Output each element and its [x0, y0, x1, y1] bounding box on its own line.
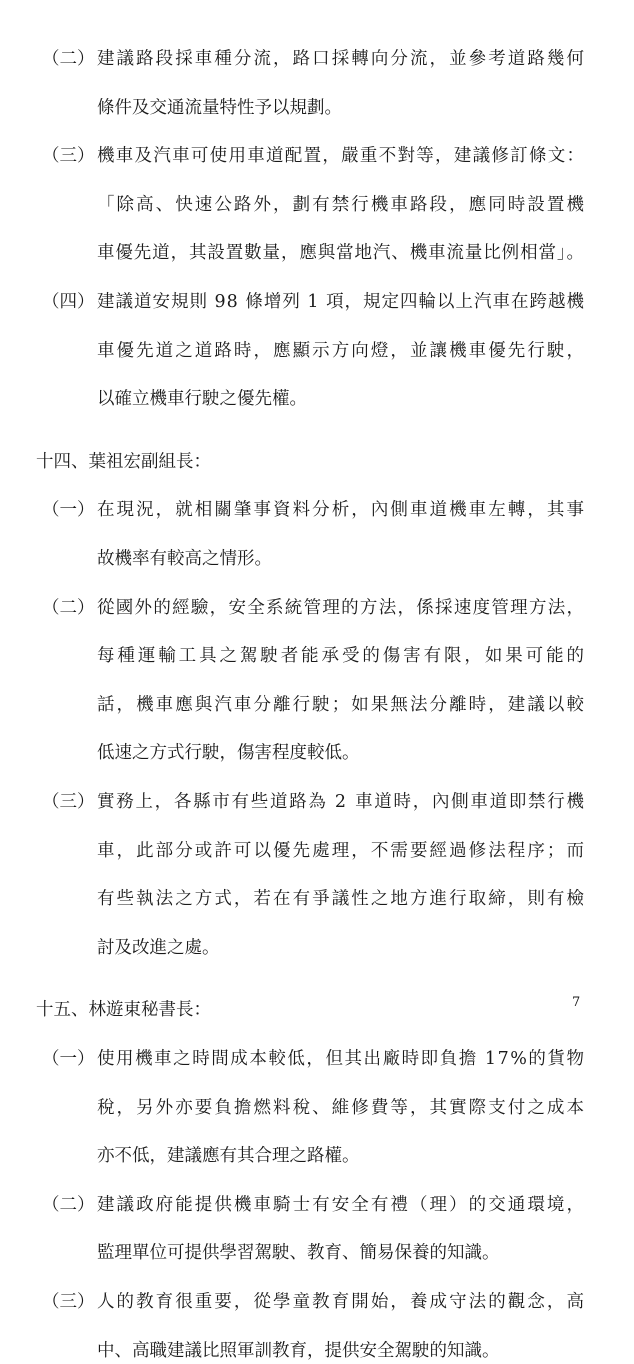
text-line — [0, 740, 634, 766]
text-line — [0, 789, 634, 815]
text-line — [0, 46, 634, 72]
text-line — [0, 289, 634, 315]
text-line — [0, 192, 634, 218]
text-line — [0, 240, 634, 266]
text-line — [0, 95, 634, 121]
item-text: 低速之方式行駛，傷害程度較低。 — [97, 743, 360, 764]
item-text: 稅，另外亦要負擔燃料稅、維修費等，其實際支付之成本 — [97, 1097, 587, 1118]
text-line — [0, 546, 634, 572]
item-text: 條件及交通流量特性予以規劃。 — [97, 97, 342, 118]
item-text: 建議路段採車種分流，路口採轉向分流，並參考道路幾何 — [97, 49, 587, 69]
text-line — [0, 838, 634, 864]
item-text: 「除高、快速公路外，劃有禁行機車路段，應同時設置機 — [97, 194, 587, 215]
item-marker: （四） — [42, 292, 95, 312]
item-text: 亦不低，建議應有其合理之路權。 — [97, 1146, 360, 1167]
item-text: 建議道安規則 98 條增列 1 項，規定四輪以上汽車在跨越機 — [97, 292, 585, 312]
item-marker: （三） — [42, 146, 95, 167]
text-line — [0, 1095, 634, 1121]
text-line — [0, 497, 634, 523]
item-text: 監理單位可提供學習駕駛、教育、簡易保養的知識。 — [97, 1243, 500, 1264]
item-text: 在現況，就相關肇事資料分析，內側車道機車左轉，其事 — [97, 500, 587, 521]
item-marker: （一） — [42, 500, 95, 521]
item-text: 使用機車之時間成本較低，但其出廠時即負擔 17%的貨物 — [97, 1049, 586, 1069]
item-text: 車優先道之道路時，應顯示方向燈，並讓機車優先行駛， — [97, 340, 587, 361]
item-text: 以確立機車行駛之優先權。 — [97, 389, 307, 410]
text-line — [0, 143, 634, 169]
item-marker: （二） — [42, 1194, 95, 1215]
section-heading: 十五、林遊東秘書長： — [36, 1000, 211, 1021]
item-text: 車優先道，其設置數量，應與當地汽、機車流量比例相當」。 — [97, 243, 585, 264]
item-text: 車，此部分或許可以優先處理，不需要經過修法程序；而 — [97, 840, 587, 861]
item-text: 討及改進之處。 — [97, 937, 220, 958]
text-line — [0, 886, 634, 912]
item-marker: （二） — [42, 597, 95, 618]
text-line — [0, 386, 634, 412]
item-text: 中、高職建議比照軍訓教育，提供安全駕駛的知識。 — [97, 1340, 500, 1361]
section-heading: 十四、葉祖宏副組長： — [36, 451, 211, 472]
text-line — [0, 595, 634, 621]
text-line — [0, 935, 634, 961]
text-line — [0, 1338, 634, 1364]
item-marker: （三） — [42, 792, 95, 812]
text-line — [0, 1143, 634, 1169]
section-heading-row — [0, 449, 634, 475]
item-text: 機車及汽車可使用車道配置，嚴重不對等，建議修訂條文： — [97, 146, 586, 167]
text-line — [0, 1240, 634, 1266]
item-marker: （一） — [42, 1049, 95, 1069]
item-text: 從國外的經驗，安全系統管理的方法，係採速度管理方法， — [97, 597, 586, 618]
item-text: 建議政府能提供機車騎士有安全有禮（理）的交通環境， — [97, 1194, 587, 1215]
item-marker: （三） — [42, 1292, 95, 1312]
text-line — [0, 692, 634, 718]
text-line — [0, 1192, 634, 1218]
page-number: 7 — [572, 995, 581, 1010]
item-text: 話，機車應與汽車分離行駛；如果無法分離時，建議以較 — [97, 694, 587, 715]
item-text: 有些執法之方式，若在有爭議性之地方進行取締，則有檢 — [97, 889, 587, 910]
item-marker: （二） — [42, 49, 95, 69]
section-heading-row — [0, 997, 634, 1023]
text-line — [0, 1046, 634, 1072]
text-line — [0, 643, 634, 669]
text-line — [0, 1289, 634, 1315]
text-line — [0, 338, 634, 364]
item-text: 人的教育很重要，從學童教育開始，養成守法的觀念，高 — [97, 1292, 587, 1312]
item-text: 故機率有較高之情形。 — [97, 549, 272, 569]
item-text: 實務上，各縣市有些道路為 2 車道時，內側車道即禁行機 — [97, 792, 586, 812]
item-text: 每種運輸工具之駕駛者能承受的傷害有限，如果可能的 — [97, 646, 587, 667]
